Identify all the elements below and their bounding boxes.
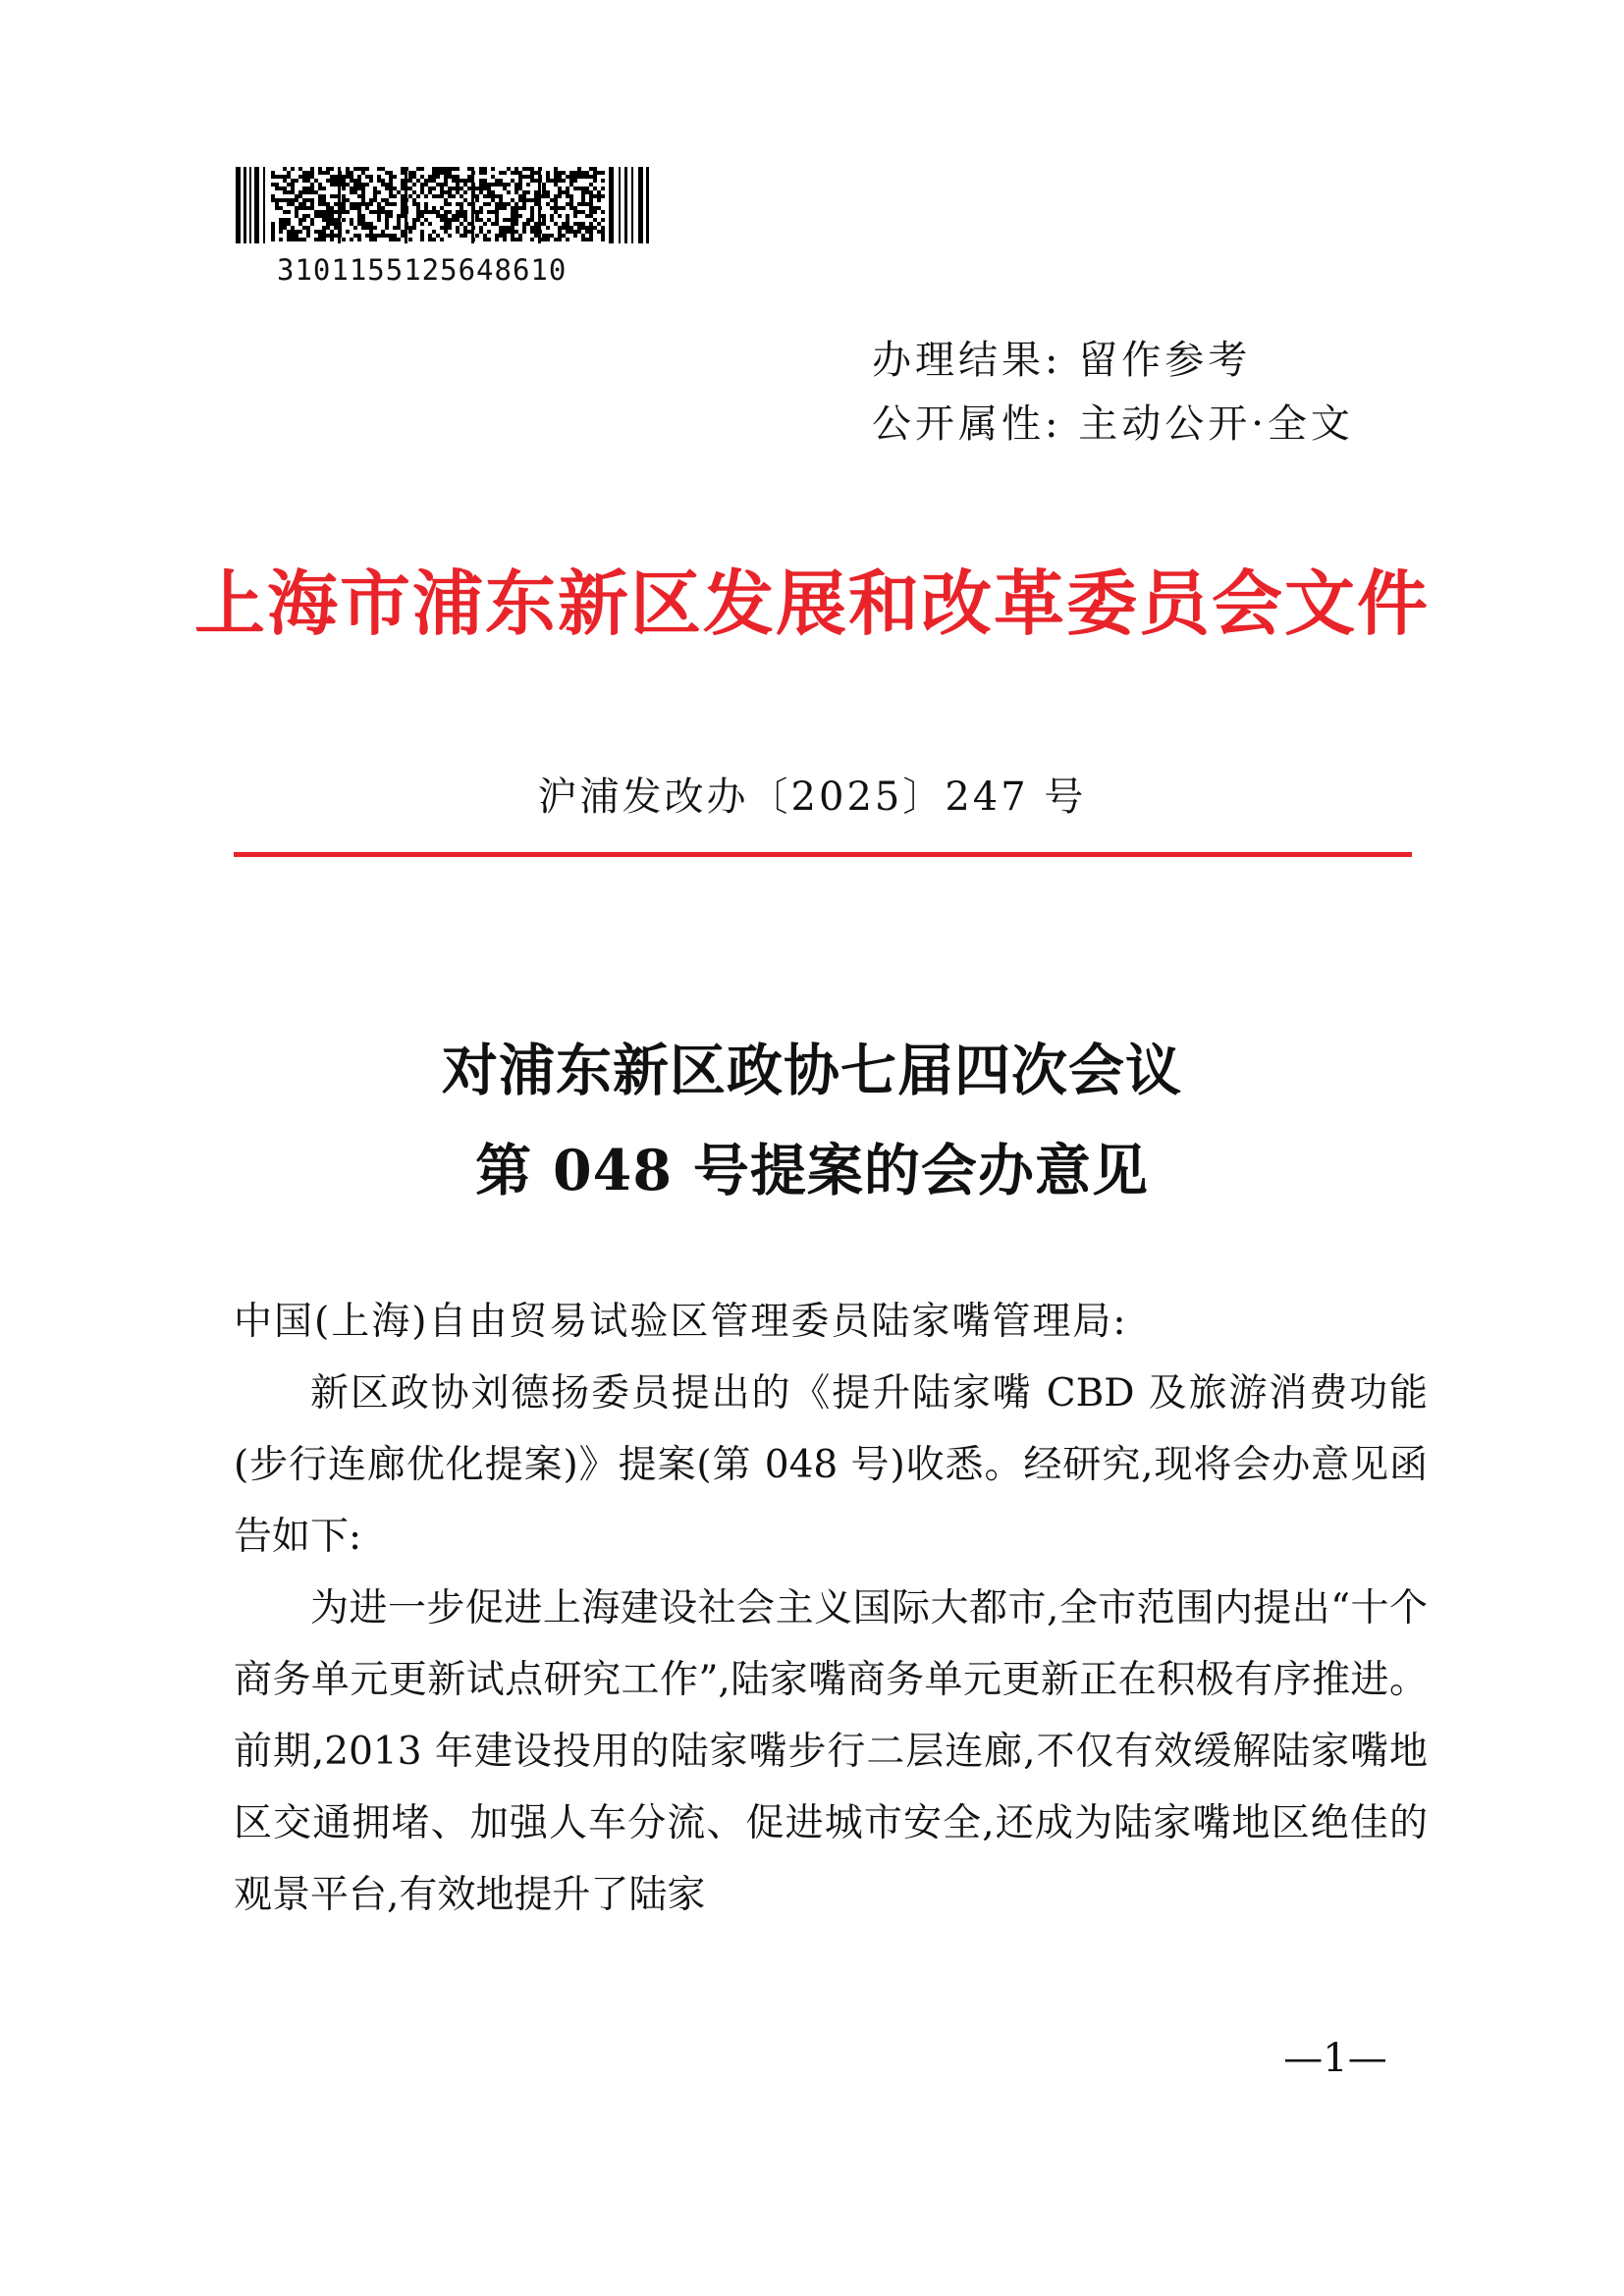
document-title: [0, 1021, 1624, 1221]
handling-result-value: 留作参考: [1078, 338, 1252, 383]
red-masthead: 上海市浦东新区发展和改革委员会文件: [193, 561, 1430, 645]
handling-result-row: [872, 329, 1354, 393]
handling-result-label: 办理结果:: [872, 338, 1062, 383]
barcode-number: 3101155125648610: [277, 253, 568, 287]
document-body: [234, 1286, 1428, 1931]
document-meta: [872, 329, 1354, 456]
disclosure-row: [872, 393, 1354, 456]
document-number: 沪浦发改办〔2025〕247 号: [537, 774, 1087, 820]
addressee: 中国(上海)自由贸易试验区管理委员陆家嘴管理局:: [234, 1300, 1128, 1344]
barcode-image: [236, 167, 650, 243]
red-divider-line: [234, 852, 1412, 857]
title-line-2: 第 048 号提案的会办意见: [475, 1138, 1149, 1203]
body-paragraph-1: 新区政协刘德扬委员提出的《提升陆家嘴 CBD 及旅游消费功能(步行连廊优化提案)》提案(第 048 号)收悉。经研究,现将会办意见函告如下:: [234, 1371, 1428, 1559]
body-paragraph-2: 为进一步促进上海建设社会主义国际大都市,全市范围内提出“十个商务单元更新试点研究工作”,陆家嘴商务单元更新正在积极有序推进。前期,2013 年建设投用的陆家嘴步行二层连廊,不仅有效缓解陆家嘴地区交通拥堵、加强人车分流、促进城市安全,还成为陆家嘴地区绝佳的观景平台,有效地提升了陆家: [234, 1586, 1428, 1917]
title-line-1: 对浦东新区政协七届四次会议: [442, 1038, 1182, 1103]
disclosure-value: 主动公开·全文: [1078, 401, 1354, 447]
page-number: —1—: [1283, 2036, 1387, 2081]
disclosure-label: 公开属性:: [872, 401, 1062, 447]
